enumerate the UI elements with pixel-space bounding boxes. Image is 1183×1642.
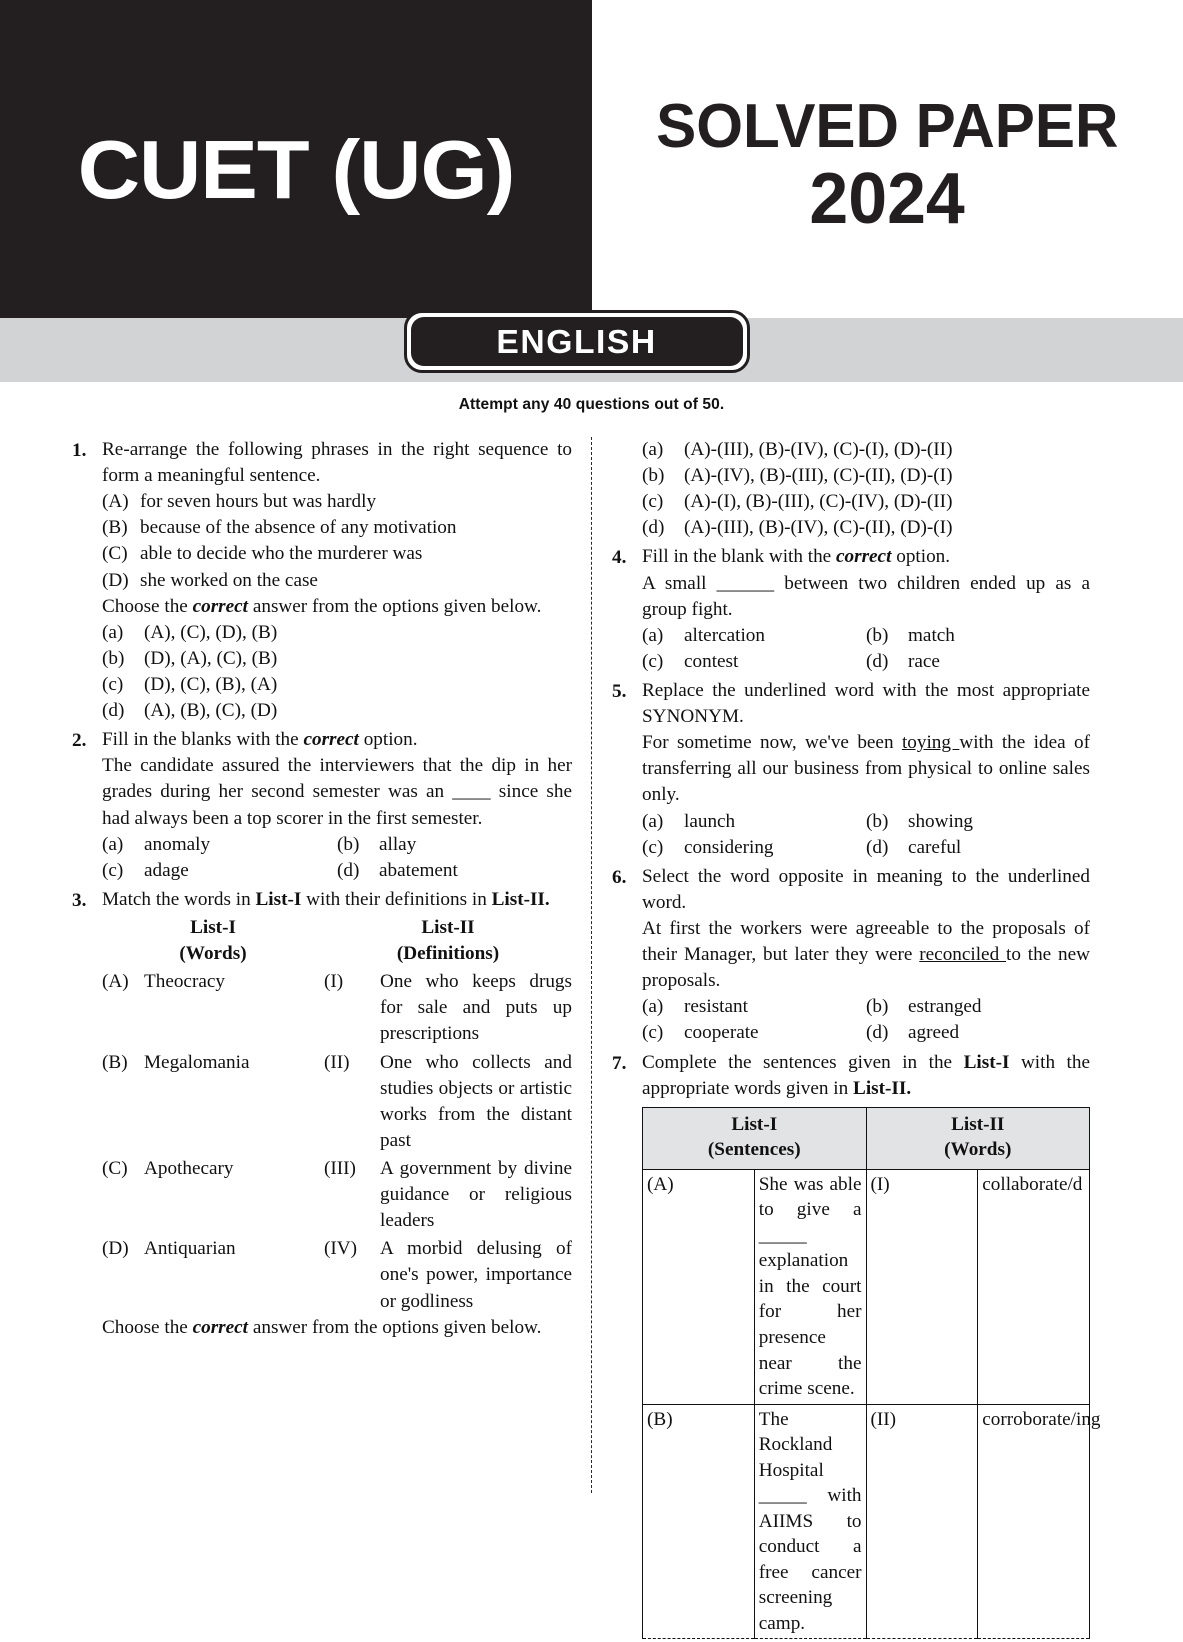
option-item[interactable] (642, 809, 866, 835)
option-list (642, 623, 1090, 675)
question-number: 7. (612, 1052, 627, 1074)
choose-instruction (102, 594, 572, 620)
list-two-ref: List-II. (491, 888, 550, 910)
emphasis-correct: correct (192, 1316, 249, 1338)
statement-text: for seven hours but was hardly (140, 491, 377, 513)
option-item[interactable] (642, 463, 1090, 489)
statement-text: able to decide who the murderer was (140, 543, 423, 565)
match-table-header (102, 915, 572, 967)
row-left-key: (B) (643, 1404, 755, 1639)
question-stem (102, 727, 572, 753)
option-label: (d) (337, 859, 360, 881)
statement-label: (D) (102, 569, 129, 591)
row-left-key: (A) (643, 1169, 755, 1404)
subject-pill (404, 310, 750, 373)
option-item[interactable] (102, 672, 572, 698)
table-header-row (643, 1107, 1090, 1169)
emphasis-correct: correct (192, 595, 249, 617)
list-two-ref: List-II. (853, 1077, 912, 1099)
option-item[interactable] (642, 994, 866, 1020)
row-word: collaborate/d (978, 1169, 1090, 1404)
option-text: adage (144, 859, 189, 881)
option-item[interactable] (337, 832, 572, 858)
header-right-panel (592, 0, 1183, 318)
list-two-title: List-II (951, 1113, 1005, 1135)
option-item[interactable] (642, 835, 866, 861)
attempt-instruction: Attempt any 40 questions out of 50. (458, 396, 725, 413)
option-label: (a) (642, 996, 664, 1018)
option-item[interactable] (866, 1020, 1090, 1046)
statement-text: she worked on the case (140, 569, 318, 591)
option-item[interactable] (337, 858, 572, 884)
question-number: 4. (612, 547, 627, 569)
stem-pre: Fill in the blanks with the (102, 729, 304, 751)
statement-label: (B) (102, 517, 128, 539)
row-sentence: The Rockland Hospital _____ with AIIMS to conduct a free cancer screening camp. (754, 1404, 866, 1639)
option-list (642, 437, 1090, 541)
emphasis-correct: correct (303, 729, 359, 751)
option-text: altercation (684, 624, 765, 646)
list-one-title: List-I (731, 1113, 778, 1135)
option-label: (b) (866, 624, 889, 646)
question-5 (612, 678, 1090, 861)
option-label: (b) (102, 647, 125, 669)
subject-pill-inner (411, 317, 743, 366)
option-text: abatement (379, 859, 458, 881)
option-text: resistant (684, 996, 748, 1018)
option-label: (c) (642, 491, 664, 513)
option-list (102, 832, 572, 884)
match-row (102, 1050, 572, 1154)
option-text: (D), (C), (B), (A) (144, 673, 278, 695)
option-text: contest (684, 650, 739, 672)
list-two-heading (324, 915, 572, 967)
stem-post: option. (358, 729, 418, 751)
list-one-ref: List-I (963, 1051, 1010, 1073)
page-header (0, 0, 1183, 318)
passage-post: with the idea of transferring all our business from physical to online sales only. (642, 732, 1090, 806)
option-text: race (908, 650, 940, 672)
match-right-key: (IV) (324, 1238, 358, 1260)
option-label: (c) (642, 836, 664, 858)
option-text: (A)-(I), (B)-(III), (C)-(IV), (D)-(II) (684, 491, 953, 513)
option-text: (A)-(III), (B)-(IV), (C)-(I), (D)-(II) (684, 439, 953, 460)
option-label: (d) (866, 836, 889, 858)
passage-pre: For sometime now, we've been (642, 732, 902, 754)
list-two-subtitle: (Words) (944, 1139, 1012, 1161)
question-columns (0, 437, 1183, 1634)
table-row (643, 1169, 1090, 1404)
question-number: 3. (72, 889, 87, 911)
option-list (102, 620, 572, 724)
option-label: (c) (642, 1022, 664, 1044)
option-item[interactable] (642, 649, 866, 675)
option-text: launch (684, 810, 736, 832)
question-3 (72, 887, 572, 1341)
question-number: 1. (72, 440, 87, 461)
option-text: (A)-(III), (B)-(IV), (C)-(II), (D)-(I) (684, 517, 953, 539)
question-passage (642, 730, 1090, 808)
match-row (102, 1156, 572, 1234)
question-stem: Re-arrange the following phrases in the right sequence to form a meaningful sentence. (102, 439, 572, 487)
option-item[interactable] (866, 994, 1090, 1020)
list-two-subtitle: (Definitions) (396, 943, 500, 965)
option-text: match (908, 624, 955, 646)
question-stem (642, 1050, 1090, 1102)
option-item[interactable] (866, 809, 1090, 835)
option-label: (b) (866, 810, 889, 832)
option-text: showing (908, 810, 974, 832)
question-passage: A small ______ between two children ended up as a group fight. (642, 572, 1090, 620)
passage-post: to the new proposals. (642, 944, 1090, 992)
list-one-heading (102, 915, 324, 967)
underlined-word: reconciled (919, 944, 1006, 966)
option-item[interactable] (642, 1020, 866, 1046)
match-left-word: Theocracy (144, 971, 225, 993)
option-text: estranged (908, 996, 982, 1018)
question-number: 2. (72, 730, 87, 752)
statement-list (102, 489, 572, 593)
option-label: (b) (866, 996, 889, 1018)
option-label: (d) (642, 517, 665, 539)
option-text: (D), (A), (C), (B) (144, 647, 278, 669)
match-left-word: Megalomania (144, 1051, 250, 1073)
choose-pre: Choose the (102, 595, 193, 617)
match-right-definition: A government by divine guidance or religious leaders (380, 1157, 572, 1232)
option-list (642, 994, 1090, 1046)
list-one-subtitle: (Sentences) (707, 1139, 801, 1161)
left-column (72, 437, 572, 1344)
option-label: (b) (337, 833, 360, 855)
question-6 (612, 864, 1090, 1047)
option-item[interactable] (642, 623, 866, 649)
option-label: (a) (102, 621, 124, 643)
match-left-key: (C) (102, 1157, 128, 1179)
option-text: cooperate (684, 1022, 759, 1044)
match-left-key: (A) (102, 971, 129, 993)
option-item[interactable] (642, 489, 1090, 515)
match-table (642, 1107, 1101, 1640)
option-text: (A), (C), (D), (B) (144, 621, 278, 643)
row-word: corroborate/ing (978, 1404, 1090, 1639)
right-column (612, 437, 1101, 1642)
list-two-title: List-II (421, 916, 475, 938)
stem-part-a: Match the words in (102, 888, 256, 910)
question-number: 6. (612, 866, 627, 888)
passage-pre: At first the workers were agreeable to the proposals of their Manager, but later they were (642, 917, 1090, 966)
choose-post: answer from the options given below. (248, 595, 542, 617)
list-one-header (643, 1107, 867, 1169)
table-row (643, 1404, 1090, 1639)
question-number: 5. (612, 680, 627, 702)
option-item[interactable] (102, 620, 572, 646)
list-one-title: List-I (190, 916, 236, 938)
option-label: (a) (102, 833, 124, 855)
choose-instruction (102, 1315, 572, 1341)
option-item[interactable] (102, 698, 572, 724)
option-text: (A)-(IV), (B)-(III), (C)-(II), (D)-(I) (684, 465, 953, 487)
option-text: allay (379, 833, 417, 855)
stem-part-c: with the appropriate words given in (642, 1051, 1090, 1099)
subject-label: ENGLISH (496, 322, 658, 360)
choose-pre: Choose the (102, 1316, 193, 1338)
list-one-subtitle: (Words) (179, 943, 247, 965)
brand-title: CUET (UG) (77, 123, 515, 216)
match-row (102, 1236, 572, 1314)
statement-item (102, 568, 572, 594)
option-item[interactable] (866, 649, 1090, 675)
row-right-key: (I) (866, 1169, 978, 1404)
option-label: (c) (102, 859, 124, 881)
row-sentence: She was able to give a _____ explanation in the court for her presence near the crime scene. (754, 1169, 866, 1404)
emphasis-correct: correct (836, 546, 892, 568)
question-stem: Select the word opposite in meaning to the underlined word. (642, 865, 1090, 913)
option-text: considering (684, 836, 774, 858)
list-two-header (866, 1107, 1090, 1169)
match-right-key: (I) (324, 971, 344, 993)
match-right-definition: One who keeps drugs for sale and puts up prescriptions (380, 971, 572, 1045)
question-1 (72, 437, 572, 724)
question-2 (72, 727, 572, 884)
match-row (102, 969, 572, 1047)
stem-part-a: Complete the sentences given in the (642, 1051, 964, 1073)
option-text: careful (908, 836, 962, 858)
question-passage: The candidate assured the interviewers that the dip in her grades during her second semester was an ____ since she had always been a top scorer in the first semester. (102, 755, 572, 829)
match-right-key: (II) (324, 1051, 350, 1073)
option-item[interactable] (642, 515, 1090, 541)
match-right-definition: One who collects and studies objects or artistic works from the distant past (380, 1051, 572, 1151)
statement-label: (A) (102, 491, 129, 513)
match-right-definition: A morbid delusing of one's power, importance or godliness (380, 1238, 572, 1312)
statement-item (102, 489, 572, 515)
option-label: (c) (102, 673, 124, 695)
option-item[interactable] (102, 832, 337, 858)
statement-item (102, 515, 572, 541)
option-text: anomaly (144, 833, 211, 855)
solved-paper-title: SOLVED PAPER (656, 91, 1119, 161)
option-item[interactable] (642, 437, 1090, 463)
option-label: (b) (642, 465, 665, 487)
question-7 (612, 1050, 1101, 1640)
question-stem (102, 887, 572, 913)
option-item[interactable] (102, 858, 337, 884)
option-item[interactable] (866, 835, 1090, 861)
question-4 (612, 544, 1090, 675)
option-text: (A), (B), (C), (D) (144, 700, 278, 722)
option-label: (a) (642, 624, 664, 646)
underlined-word: toying (901, 732, 960, 754)
option-text: agreed (908, 1022, 960, 1044)
statement-item (102, 541, 572, 567)
option-list (642, 809, 1090, 861)
question-number-spacer (612, 437, 642, 541)
list-one-ref: List-I (255, 888, 302, 910)
question-stem (642, 544, 1090, 570)
question-3-options-continued (612, 437, 1090, 541)
question-stem: Replace the underlined word with the most appropriate SYNONYM. (642, 679, 1090, 728)
option-label: (d) (102, 700, 125, 722)
stem-pre: Fill in the blank with the (642, 546, 836, 568)
stem-post: option. (891, 546, 951, 568)
statement-label: (C) (102, 543, 128, 565)
option-label: (d) (866, 650, 889, 672)
option-item[interactable] (102, 646, 572, 672)
stem-part-c: with their definitions in (301, 888, 492, 910)
option-label: (c) (642, 650, 664, 672)
option-label: (a) (642, 810, 664, 832)
match-left-key: (B) (102, 1051, 128, 1073)
option-item[interactable] (866, 623, 1090, 649)
option-label: (a) (642, 439, 664, 460)
match-left-word: Apothecary (144, 1157, 234, 1179)
row-right-key: (II) (866, 1404, 978, 1639)
question-passage (642, 916, 1090, 994)
match-left-word: Antiquarian (144, 1238, 236, 1260)
match-left-key: (D) (102, 1238, 129, 1260)
match-right-key: (III) (324, 1157, 356, 1179)
choose-post: answer from the options given below. (248, 1316, 542, 1338)
statement-text: because of the absence of any motivation (140, 517, 457, 539)
solved-paper-year: 2024 (809, 158, 966, 239)
option-label: (d) (866, 1022, 889, 1044)
